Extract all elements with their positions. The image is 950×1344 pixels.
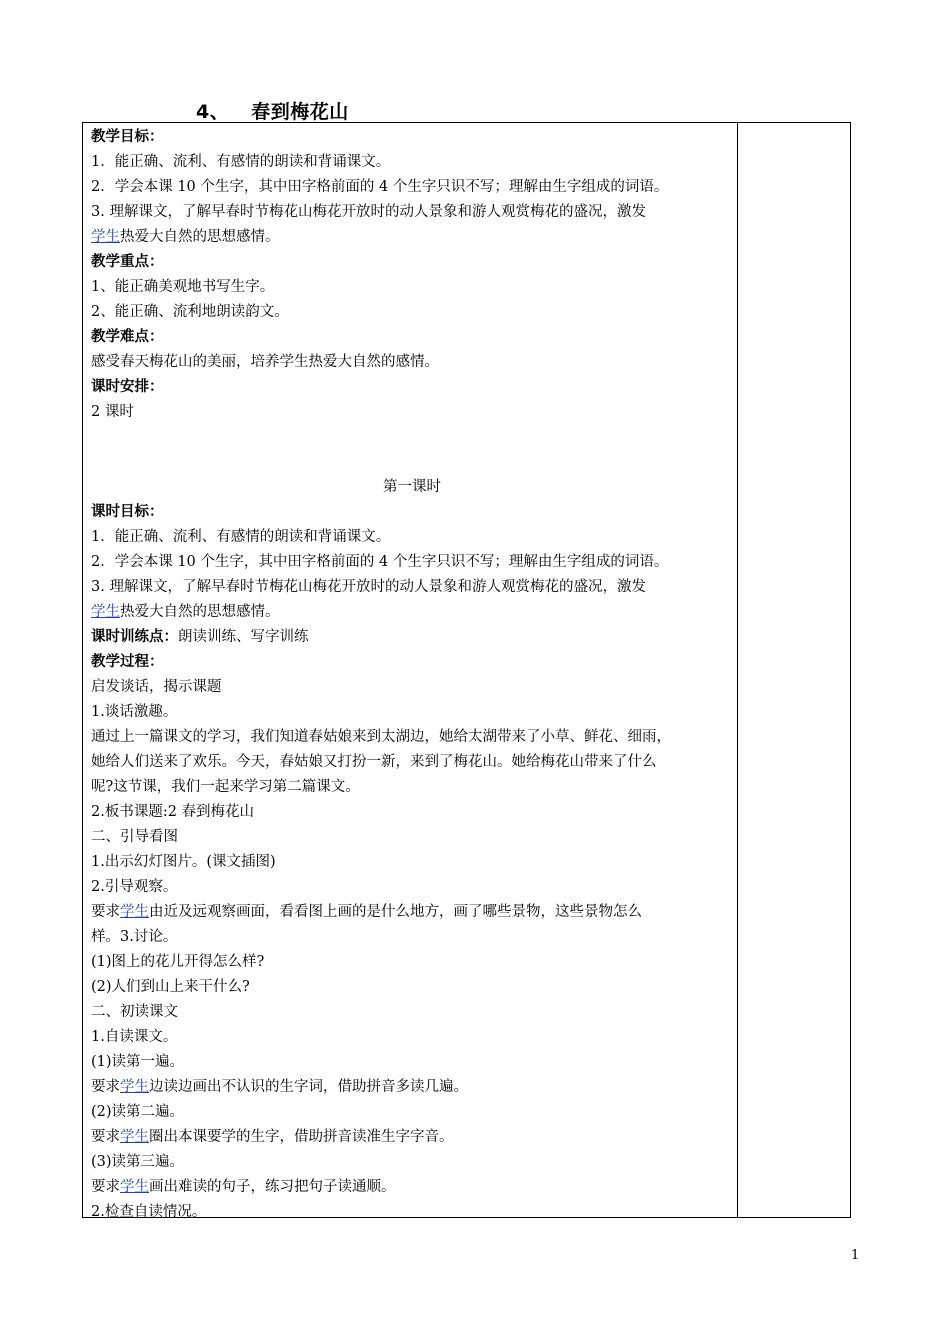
process-line: (1)读第一遍。 [91, 1054, 185, 1070]
lesson-goal-item-cont [91, 600, 733, 625]
training-text: 朗读训练、写字训练 [178, 629, 309, 645]
goal-item: 2．学会本课 10 个生字，其中田字格前面的 4 个生字只识不写；理解由生字组成的词语。 [91, 179, 669, 195]
schedule-heading: 课时安排： [91, 379, 164, 395]
process-text: 要求 [91, 904, 120, 920]
process-line: 2.引导观察。 [91, 879, 178, 895]
process-text: 要求 [91, 1129, 120, 1145]
process-line: (2)读第二遍。 [91, 1104, 185, 1120]
process-line: 1.出示幻灯图片。(课文插图) [91, 854, 276, 870]
spacer [91, 425, 733, 475]
student-link[interactable]: 学生 [120, 1179, 149, 1195]
process-line: 二、初读课文 [91, 1004, 178, 1020]
student-link[interactable]: 学生 [120, 904, 149, 920]
lesson-goal-item: 3. 理解课文，了解早春时节梅花山梅花开放时的动人景象和游人观赏梅花的盛况，激发 [91, 579, 646, 595]
process-line [91, 1125, 733, 1150]
schedule-text: 2 课时 [91, 404, 134, 420]
process-line: 1.谈话激趣。 [91, 704, 178, 720]
process-line: 通过上一篇课文的学习，我们知道春姑娘来到太湖边，她给太湖带来了小草、鲜花、细雨， [91, 729, 671, 745]
process-text: 要求 [91, 1179, 120, 1195]
page-title [196, 97, 349, 124]
goals-heading: 教学目标： [91, 129, 164, 145]
process-line: (1)图上的花儿开得怎么样? [91, 954, 265, 970]
focus-item: 2、能正确、流利地朗读韵文。 [91, 304, 289, 320]
lesson-goal-text: 热爱大自然的思想感情。 [120, 604, 280, 620]
lesson-goal-item: 2．学会本课 10 个生字，其中田字格前面的 4 个生字只识不写；理解由生字组成的词语。 [91, 554, 669, 570]
lesson-title: 第一课时 [383, 479, 441, 495]
student-link[interactable]: 学生 [91, 229, 120, 245]
page-number: 1 [851, 1248, 860, 1263]
process-line [91, 1075, 733, 1100]
process-text: 要求 [91, 1079, 120, 1095]
lesson-goals-heading: 课时目标： [91, 504, 164, 520]
focus-item: 1、能正确美观地书写生字。 [91, 279, 275, 295]
goal-item-cont [91, 225, 733, 250]
training-line [91, 625, 733, 650]
student-link[interactable]: 学生 [91, 604, 120, 620]
goal-item: 1．能正确、流利、有感情的朗读和背诵课文。 [91, 154, 391, 170]
difficulty-text: 感受春天梅花山的美丽，培养学生热爱大自然的感情。 [91, 354, 439, 370]
process-line: 呢?这节课，我们一起来学习第二篇课文。 [91, 779, 360, 795]
difficulty-heading: 教学难点： [91, 329, 164, 345]
student-link[interactable]: 学生 [120, 1129, 149, 1145]
process-line: 2.板书课题:2 春到梅花山 [91, 804, 255, 820]
process-text: 边读边画出不认识的生字词，借助拼音多读几遍。 [149, 1079, 468, 1095]
process-line: 启发谈话，揭示课题 [91, 679, 222, 695]
process-text: 画出难读的句子，练习把句子读通顺。 [149, 1179, 396, 1195]
title-number: 4、 [196, 101, 230, 123]
student-link[interactable]: 学生 [120, 1079, 149, 1095]
process-line: 她给人们送来了欢乐。今天，春姑娘又打扮一新，来到了梅花山。她给梅花山带来了什么 [91, 754, 657, 770]
process-line [91, 1175, 733, 1200]
process-text: 由近及远观察画面，看看图上画的是什么地方，画了哪些景物，这些景物怎么 [149, 904, 642, 920]
process-line: (3)读第三遍。 [91, 1154, 185, 1170]
process-line: 1.自读课文。 [91, 1029, 178, 1045]
process-heading: 教学过程： [91, 654, 164, 670]
goal-item: 3. 理解课文，了解早春时节梅花山梅花开放时的动人景象和游人观赏梅花的盛况，激发 [91, 204, 646, 220]
focus-heading: 教学重点： [91, 254, 164, 270]
process-line [91, 900, 733, 925]
process-line: 2.检查自读情况。 [91, 1204, 207, 1220]
column-divider [737, 123, 738, 1217]
process-line: 样。3.讨论。 [91, 929, 178, 945]
process-line: (2)人们到山上来干什么? [91, 979, 250, 995]
lesson-goal-item: 1．能正确、流利、有感情的朗读和背诵课文。 [91, 529, 391, 545]
training-heading: 课时训练点： [91, 629, 178, 645]
process-text: 圈出本课要学的生字，借助拼音读准生字字音。 [149, 1129, 454, 1145]
title-text: 春到梅花山 [251, 101, 349, 123]
main-cell [91, 125, 733, 1225]
goal-item-text: 热爱大自然的思想感情。 [120, 229, 280, 245]
lesson-plan-table [82, 122, 851, 1218]
process-line: 二、引导看图 [91, 829, 178, 845]
